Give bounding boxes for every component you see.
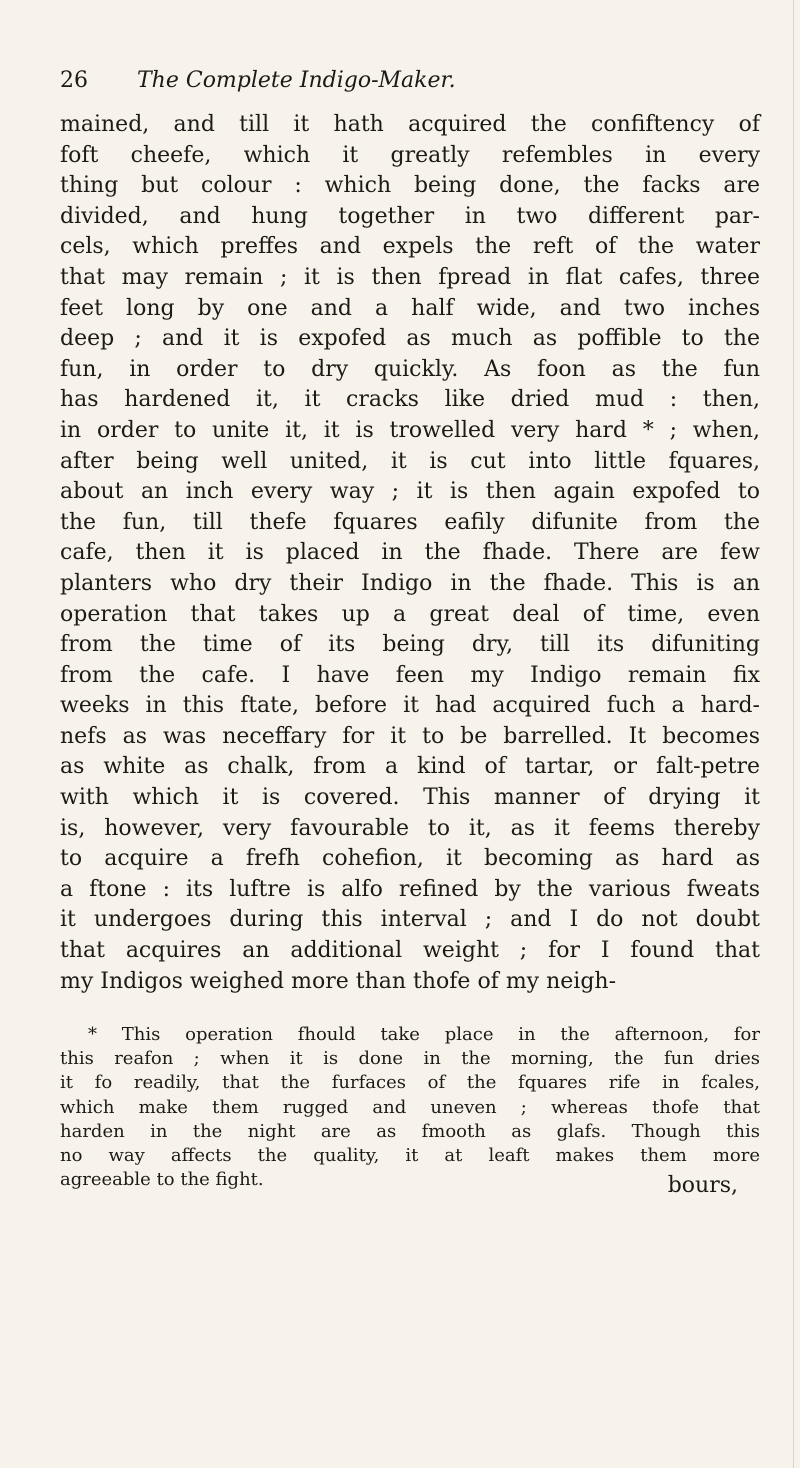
text-line: deep ; and it is expofed as much as poffible to the bbox=[60, 326, 760, 352]
text-line: as white as chalk, from a kind of tartar, or falt-petre bbox=[60, 754, 760, 780]
text-line: from the time of its being dry, till its difuniting bbox=[60, 632, 760, 658]
text-line: a ftone : its luftre is alfo refined by the various fweats bbox=[60, 876, 760, 902]
footnote-line: no way affects the quality, it at leaft makes them more bbox=[60, 1145, 760, 1167]
text-line: my Indigos weighed more than thofe of my neigh- bbox=[60, 968, 617, 994]
text-line: it undergoes during this interval ; and I do not doubt bbox=[60, 907, 760, 933]
text-line: that acquires an additional weight ; for I found that bbox=[60, 938, 760, 964]
footnote bbox=[60, 1023, 760, 1192]
text-line: to acquire a frefh cohefion, it becoming as hard as bbox=[60, 846, 760, 872]
footnote-line: it fo readily, that the furfaces of the fquares rife in fcales, bbox=[60, 1072, 760, 1094]
main-text bbox=[60, 110, 760, 997]
page-edge-divider bbox=[793, 0, 794, 1468]
footnote-line: harden in the night are as fmooth as glafs. Though this bbox=[60, 1120, 760, 1142]
footnote-line: * This operation fhould take place in the afternoon, for bbox=[88, 1024, 760, 1045]
text-line: about an inch every way ; it is then again expofed to bbox=[60, 479, 760, 505]
text-line: cels, which preffes and expels the reft of the water bbox=[60, 234, 760, 260]
text-line: operation that takes up a great deal of time, even bbox=[60, 601, 760, 627]
text-line: cafe, then it is placed in the fhade. There are few bbox=[60, 540, 760, 566]
footnote-line: which make them rugged and uneven ; whereas thofe that bbox=[60, 1096, 760, 1118]
footnote-line: agreeable to the fight. bbox=[60, 1169, 264, 1191]
text-line: thing but colour : which being done, the facks are bbox=[60, 173, 760, 199]
running-header bbox=[60, 68, 760, 93]
page-number: 26 bbox=[60, 68, 88, 93]
text-line: after being well united, it is cut into little fquares, bbox=[60, 448, 760, 474]
text-line: foft cheefe, which it greatly refembles in every bbox=[60, 142, 760, 168]
text-line: has hardened it, it cracks like dried mud : then, bbox=[60, 387, 760, 413]
text-line: feet long by one and a half wide, and two inches bbox=[60, 295, 760, 321]
catchword: bours, bbox=[667, 1173, 738, 1198]
text-line: that may remain ; it is then fpread in flat cafes, three bbox=[60, 264, 760, 290]
text-line: planters who dry their Indigo in the fhade. This is an bbox=[60, 570, 760, 596]
text-line: divided, and hung together in two different par- bbox=[60, 203, 760, 229]
text-line: with which it is covered. This manner of drying it bbox=[60, 785, 760, 811]
text-line: weeks in this ftate, before it had acquired fuch a hard- bbox=[60, 693, 760, 719]
text-line: in order to unite it, it is trowelled very hard * ; when, bbox=[60, 417, 760, 443]
running-title: The Complete Indigo-Maker. bbox=[137, 68, 456, 93]
text-line: mained, and till it hath acquired the confiftency of bbox=[60, 112, 760, 137]
text-line: from the cafe. I have feen my Indigo remain fix bbox=[60, 662, 760, 688]
text-line: fun, in order to dry quickly. As foon as the fun bbox=[60, 356, 760, 382]
text-line: the fun, till thefe fquares eafily difunite from the bbox=[60, 509, 760, 535]
text-line: nefs as was neceffary for it to be barrelled. It becomes bbox=[60, 723, 760, 749]
text-line: is, however, very favourable to it, as it feems thereby bbox=[60, 815, 760, 841]
footnote-line: this reafon ; when it is done in the morning, the fun dries bbox=[60, 1048, 760, 1070]
